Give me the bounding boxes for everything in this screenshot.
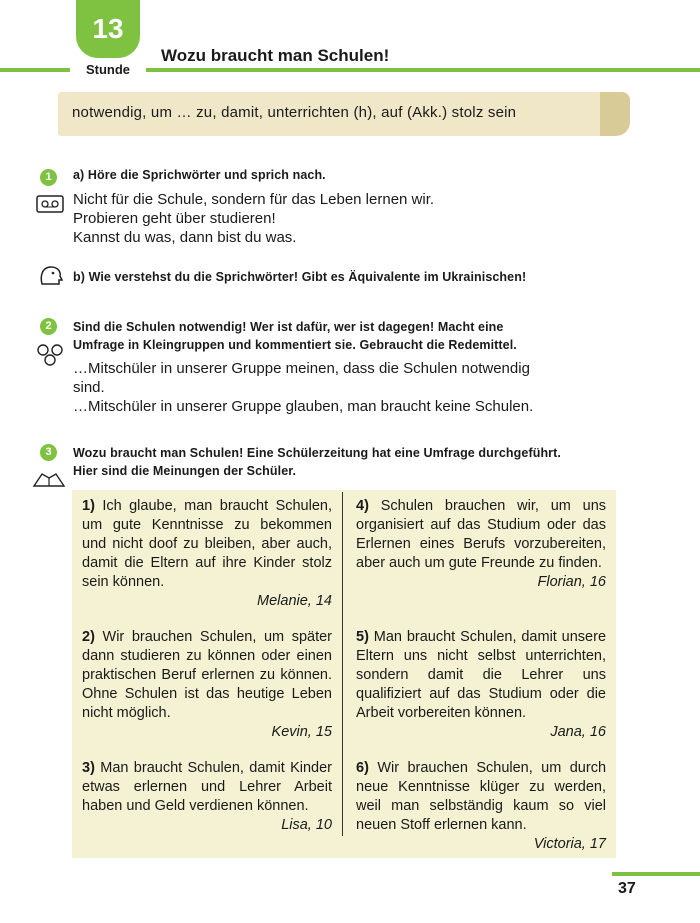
opinion-text: Man braucht Schulen, damit Kinder etwas erlernen und Lehrer Arbeit haben und Geld verdienen können. [82,760,332,814]
opinion-number: 1) [82,498,95,514]
proverb: Probieren geht über studieren! [73,210,276,227]
opinion-text: Man braucht Schulen, damit unsere Eltern uns nicht selbst unterrichten, sondern damit die Lehrer uns qualifiziert auf das Studium oder die Arbeit vorbereiten können. [356,629,607,721]
proverb: Nicht für die Schule, sondern für das Leben lernen wir. [73,191,435,208]
page-number: 37 [618,880,636,897]
opinion-author: Jana, 16 [550,724,606,740]
opinion-author: Victoria, 17 [533,836,606,852]
task2-instruction-line2: Umfrage in Kleingruppen und kommentiert sie. Gebraucht die Redemittel. [73,338,517,352]
opinion-text: Wir brauchen Schulen, um durch neue Kenntnisse klüger zu werden, weil man selbständig kaum so viel neuen Stoff erlernen kann. [356,760,607,833]
opinion-card [356,628,606,742]
opinion-number: 5) [356,629,369,645]
opinion-author: Kevin, 15 [271,724,332,740]
task3-instruction-line2: Hier sind die Meinungen der Schüler. [73,464,297,478]
task1-b-instruction: b) Wie verstehst du die Sprichwörter! Gibt es Äquivalente im Ukrainischen! [73,270,527,284]
task-number-2: 2 [40,318,57,335]
redemittel-phrase: …Mitschüler in unserer Gruppe glauben, man braucht keine Schulen. [73,398,534,415]
opinion-number: 3) [82,760,95,776]
header-rule [0,68,70,72]
opinion-card [82,497,332,611]
opinion-number: 2) [82,629,95,645]
speaking-head-icon [38,264,64,286]
opinion-number: 4) [356,498,369,514]
header-rule [146,68,700,72]
task-number-1: 1 [40,169,57,186]
redemittel-phrase: …Mitschüler in unserer Gruppe meinen, dass die Schulen notwendig [73,360,530,377]
page-title: Wozu braucht man Schulen! [161,46,390,65]
proverb: Kannst du was, dann bist du was. [73,229,297,246]
opinion-card [82,628,332,742]
redemittel-phrase: sind. [73,379,105,396]
opinion-card [356,759,606,854]
opinion-author: Melanie, 14 [257,593,332,609]
opinion-card [82,759,332,835]
lesson-label: Stunde [85,62,131,77]
opinion-author: Florian, 16 [537,574,606,590]
footer-rule [612,872,700,876]
lesson-number-badge: 13 [76,0,140,58]
opinion-card [356,497,606,592]
opinion-number: 6) [356,760,369,776]
cassette-icon [36,194,64,214]
opinion-text: Wir brauchen Schulen, um später dann studieren zu können oder einen praktischen Beruf erlernen zu können. Ohne Schulen ist das heutige Leben nicht möglich. [82,629,333,721]
task1-a-instruction: a) Höre die Sprichwörter und sprich nach. [73,168,326,182]
vocab-list: notwendig, um … zu, damit, unterrichten (h), auf (Akk.) stolz sein [72,104,517,121]
column-divider [342,492,343,836]
opinion-text: Schulen brauchen wir, um uns organisiert auf das Studium oder das Erlernen eines Berufs vorzubereiten, aber auch um gute Freunde zu finden. [356,498,607,571]
task2-instruction-line1: Sind die Schulen notwendig! Wer ist dafür, wer ist dagegen! Macht eine [73,320,504,334]
group-work-icon [34,342,66,368]
open-book-icon [32,468,66,490]
task3-instruction-line1: Wozu braucht man Schulen! Eine Schülerzeitung hat eine Umfrage durchgeführt. [73,446,561,460]
task-number-3: 3 [40,444,57,461]
opinion-author: Lisa, 10 [281,817,332,833]
opinion-text: Ich glaube, man braucht Schulen, um gute Kenntnisse zu bekommen und nicht doof zu bleiben, aber auch, damit die Eltern auf ihre Kinder stolz sein können. [82,498,332,590]
